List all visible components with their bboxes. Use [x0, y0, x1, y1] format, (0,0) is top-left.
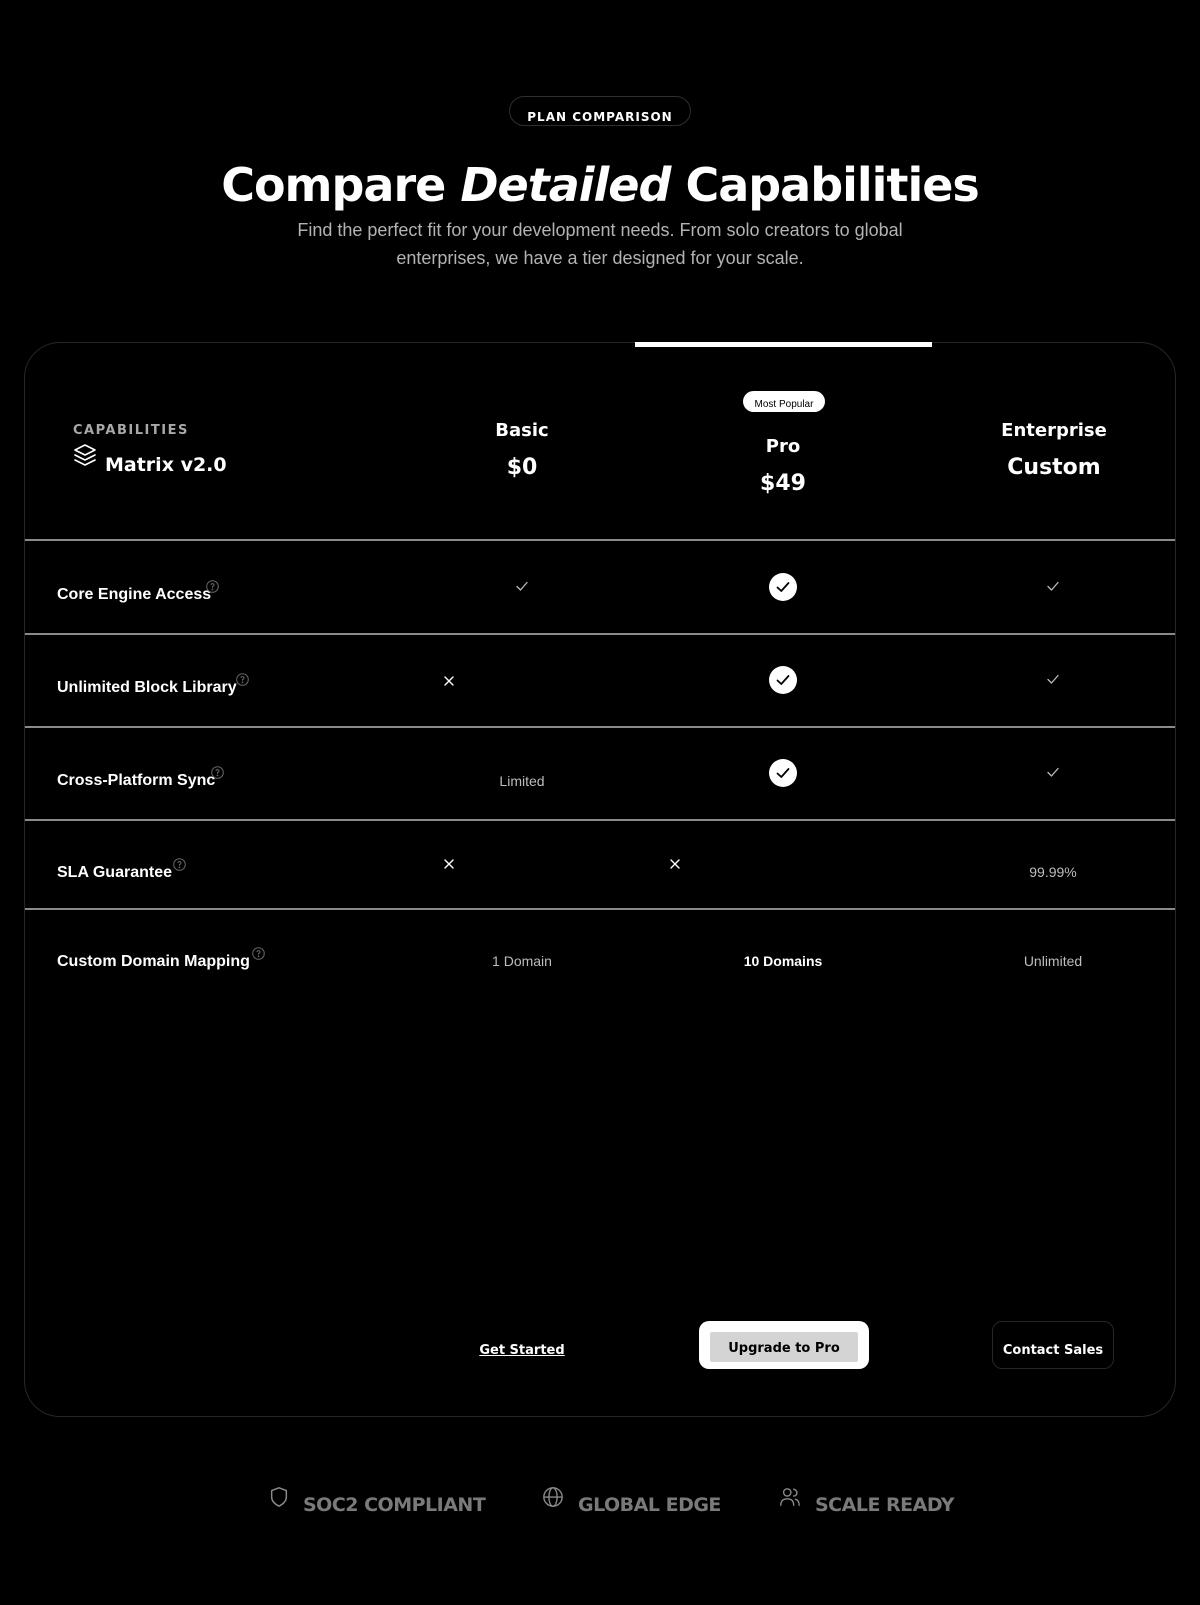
cell-pro-domains: 10 Domains: [743, 953, 823, 969]
contact-sales-button[interactable]: Contact Sales: [992, 1321, 1114, 1369]
plan-basic-header: [402, 420, 642, 480]
help-icon[interactable]: [252, 947, 265, 960]
badge-scale-ready: SCALE READY: [815, 1494, 954, 1516]
feature-cross-platform-sync: Cross-Platform Sync: [57, 772, 216, 789]
plan-pro-name: Pro: [765, 436, 801, 457]
row-divider: [25, 908, 1175, 910]
get-started-link[interactable]: Get Started: [479, 1343, 565, 1358]
shield-icon: [268, 1486, 290, 1508]
feature-sla-guarantee: SLA Guarantee: [57, 864, 172, 881]
title-part-1: Compare: [221, 158, 446, 212]
help-icon[interactable]: [173, 858, 186, 871]
check-icon: [1046, 579, 1060, 593]
row-divider: [25, 819, 1175, 821]
page-title: [0, 158, 1200, 212]
check-icon: [1046, 765, 1060, 779]
plan-enterprise-name: Enterprise: [1001, 420, 1107, 441]
plan-pro-price: $49: [760, 471, 806, 496]
feature-unlimited-block-library: Unlimited Block Library: [57, 679, 237, 696]
check-icon: [515, 579, 529, 593]
help-icon[interactable]: [236, 673, 249, 686]
row-divider: [25, 726, 1175, 728]
matrix-name: Matrix v2.0: [105, 454, 227, 476]
cell-basic-sync: Limited: [499, 773, 545, 789]
badge-global-edge: GLOBAL EDGE: [578, 1494, 721, 1516]
help-icon[interactable]: [211, 766, 224, 779]
layers-icon: [73, 443, 97, 467]
feature-core-engine-access: Core Engine Access: [57, 586, 212, 603]
title-emphasis: Detailed: [460, 158, 671, 212]
feature-custom-domain-mapping: Custom Domain Mapping: [57, 953, 250, 970]
row-divider: [25, 539, 1175, 541]
users-icon: [779, 1486, 801, 1508]
title-part-2: Capabilities: [685, 158, 979, 212]
check-circle-icon: [769, 666, 797, 694]
plan-enterprise-price: Custom: [1007, 455, 1101, 480]
cross-icon: [443, 675, 455, 687]
plan-enterprise-header: [934, 420, 1174, 480]
most-popular-badge: Most Popular: [743, 391, 825, 412]
pro-highlight-bar: [635, 342, 932, 347]
plan-basic-name: Basic: [495, 420, 549, 441]
page-subtitle: Find the perfect fit for your development needs. From solo creators to global enterprises, we have a tier designed for your scale.: [297, 220, 903, 268]
help-icon[interactable]: [206, 580, 219, 593]
check-circle-icon: [769, 573, 797, 601]
cell-enterprise-domains: Unlimited: [1023, 953, 1083, 969]
plan-basic-price: $0: [506, 455, 538, 480]
cell-basic-domains: 1 Domain: [492, 953, 552, 969]
plan-pro-header: [663, 436, 903, 496]
badge-soc2: SOC2 COMPLIANT: [303, 1494, 486, 1516]
plan-comparison-pill: PLAN COMPARISON: [509, 96, 691, 126]
cell-enterprise-sla: 99.99%: [1029, 864, 1077, 880]
row-divider: [25, 633, 1175, 635]
check-circle-icon: [769, 759, 797, 787]
cross-icon: [443, 858, 455, 870]
globe-icon: [542, 1486, 564, 1508]
capabilities-label: CAPABILITIES: [73, 423, 189, 438]
check-icon: [1046, 672, 1060, 686]
upgrade-to-pro-label: Upgrade to Pro: [710, 1332, 858, 1362]
upgrade-to-pro-button[interactable]: [699, 1321, 869, 1369]
cross-icon: [669, 858, 681, 870]
